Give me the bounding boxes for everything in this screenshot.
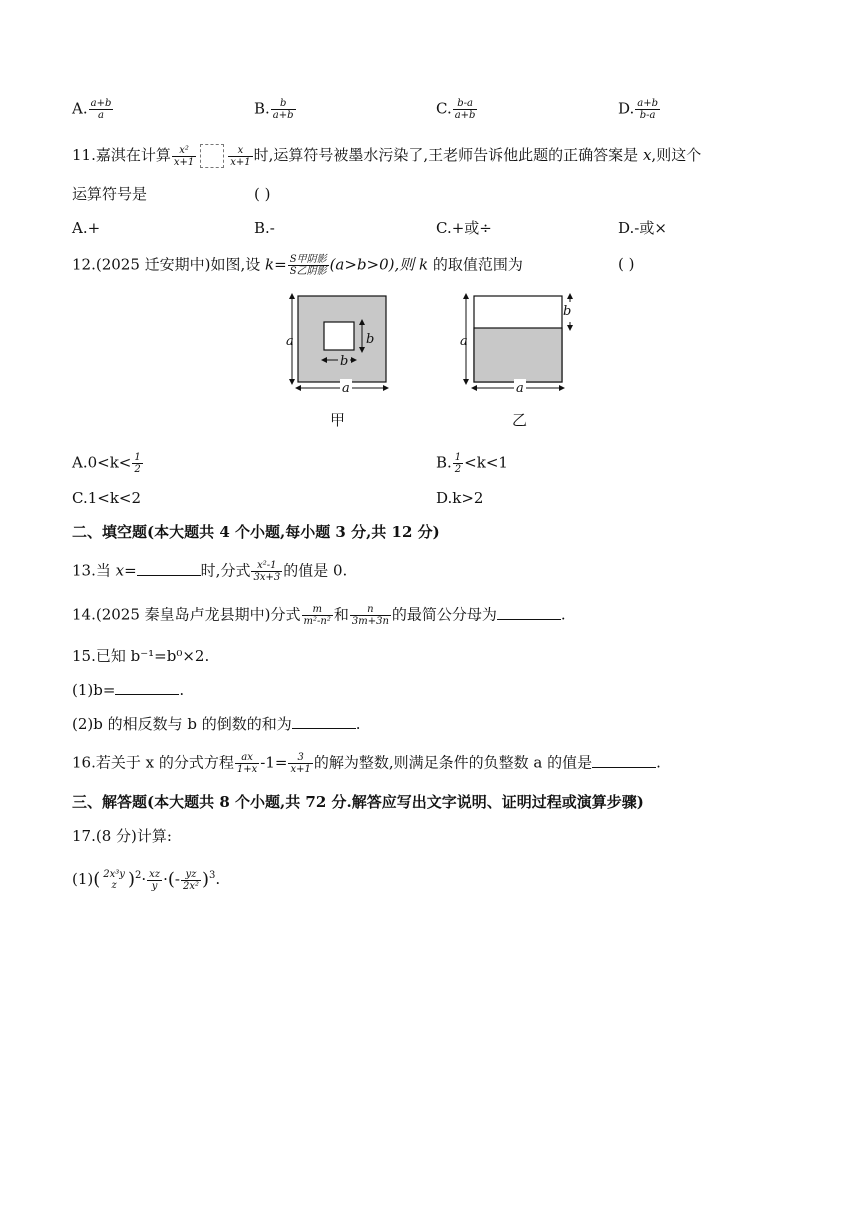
q12-option-d: D.k>2 (436, 489, 484, 507)
q11-option-a: A.+ (72, 219, 101, 237)
shaded-rect (474, 328, 562, 382)
answer-blank[interactable] (497, 605, 561, 620)
q14-stem: 14.(2025 秦皇岛卢龙县期中)分式 $\frac{m}{\text{m²-n²}}$ 和 $\frac{n}{3m+3n}$ 的最简公分母为 . (72, 604, 566, 627)
figure-jia (284, 290, 394, 394)
q10-option-b: B. $\frac{b}{a+b}$ (254, 98, 294, 121)
fig1-caption: 甲 (330, 411, 346, 429)
q11-answer-bracket: ( ) (254, 185, 271, 203)
q17-title: 17.(8 分)计算: (72, 827, 172, 845)
q16-stem: 16.若关于 x 的分式方程 $\frac{ax}{1+x}$ -1= $\frac{3}{x+1}$ 的解为整数,则满足条件的负整数 a 的值是 . (72, 752, 661, 775)
fig1-dim-b-horizontal: b (338, 352, 350, 372)
answer-blank[interactable] (592, 753, 656, 768)
q11-option-b: B.- (254, 219, 275, 237)
q12-option-c: C.1<k<2 (72, 489, 142, 507)
ink-blot-icon (200, 144, 224, 168)
answer-blank[interactable] (137, 561, 201, 576)
fig2-dim-a-horizontal: a (514, 379, 526, 399)
q12-option-a: A.0<k< $\frac{1}{2}$ (72, 452, 141, 475)
fig1-dim-b-vertical: b (366, 330, 374, 350)
fig2-dim-b-vertical: b (563, 302, 571, 322)
fig2-caption: 乙 (512, 411, 528, 429)
q12-stem: 12.(2025 迁安期中)如图,设 k= $\frac{\text{S甲阴影}}{\text{S乙阴影}}$ (a>b>0),则 k 的取值范围为 (72, 254, 523, 277)
q13-stem: 13.当 x= 时,分式 $\frac{\text{x²-1}}{3x+3}$ 的值是 0. (72, 560, 348, 583)
fig1-dim-a-horizontal: a (340, 379, 352, 399)
fig1-dim-a-vertical: a (286, 334, 294, 349)
section-fill-in-title: 二、填空题(本大题共 4 个小题,每小题 3 分,共 12 分) (72, 523, 440, 541)
q11-option-d: D.-或× (618, 219, 667, 237)
q11-option-c: C.+或÷ (436, 219, 492, 237)
inner-square (324, 322, 354, 350)
q15-part2: (2)b 的相反数与 b 的倒数的和为 . (72, 715, 361, 733)
answer-blank[interactable] (292, 714, 356, 729)
answer-blank[interactable] (115, 680, 179, 695)
fig2-dim-a-vertical: a (460, 334, 468, 349)
section-solution-title: 三、解答题(本大题共 8 个小题,共 72 分.解答应写出文字说明、证明过程或演算步骤) (72, 793, 644, 811)
q15-part1: (1)b= . (72, 681, 185, 699)
q11-stem: 11.嘉淇在计算 $\frac{\text{x²}}{x+1}$ $\frac{x}{x+1}$ 时,运算符号被墨水污染了,王老师告诉他此题的正确答案是 x,则这个 (72, 144, 702, 168)
q17-part1: (1)( 2x³y z )$^2$· $\frac{xz}{y}$ ·(- $\frac{yz}{\text{2x²}}$ )$^3$. (72, 868, 221, 892)
q10-option-d: D. $\frac{a+b}{b-a}$ (618, 98, 659, 121)
q11-stem-line2: 运算符号是 (72, 185, 148, 203)
q12-option-b: B. $\frac{1}{2}$ <k<1 (436, 452, 508, 475)
q15-stem: 15.已知 b⁻¹=b⁰×2. (72, 647, 210, 665)
q12-answer-bracket: ( ) (618, 255, 635, 273)
q10-option-a: A. $\frac{a+b}{a}$ (72, 98, 112, 121)
q10-option-c: C. $\frac{b-a}{a+b}$ (436, 98, 476, 121)
